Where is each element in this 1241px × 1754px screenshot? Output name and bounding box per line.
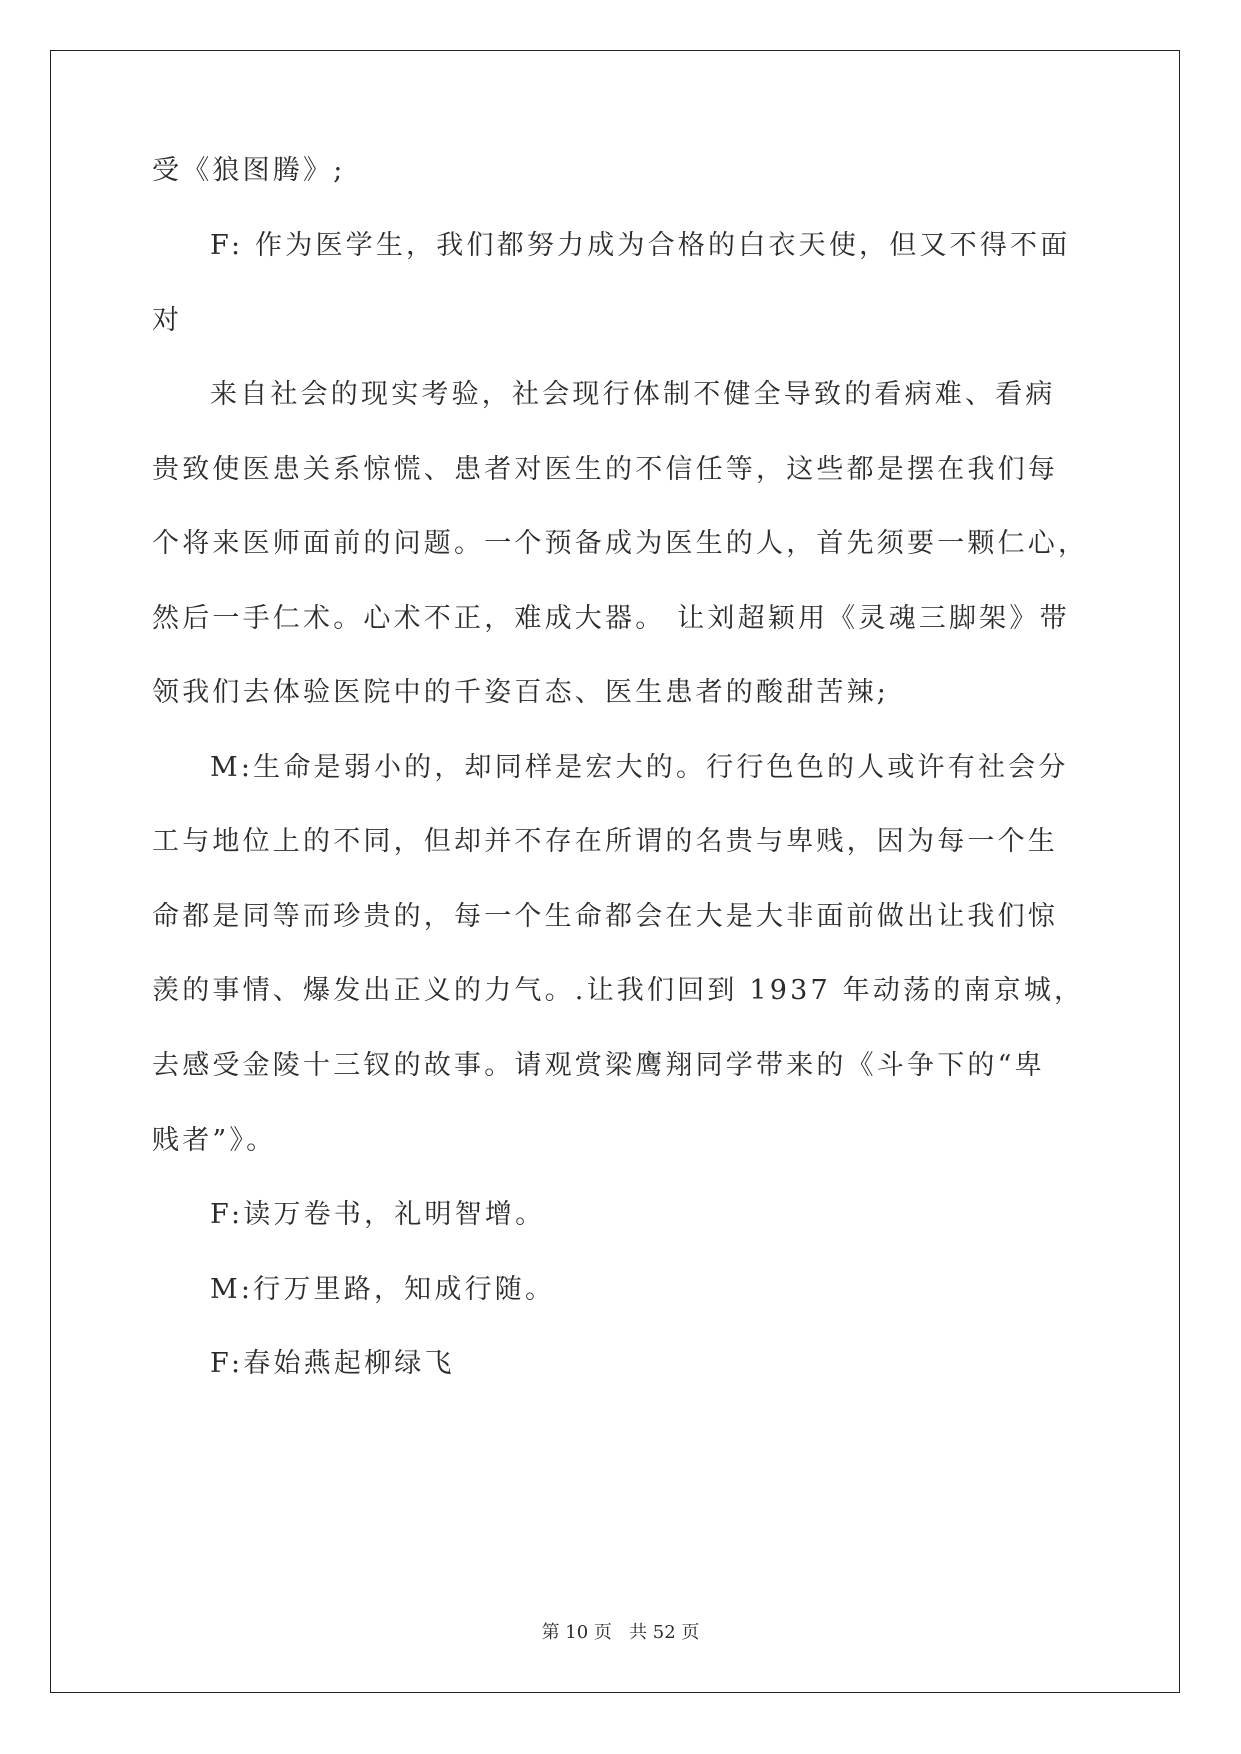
text-line: 受《狼图腾》; bbox=[152, 155, 346, 186]
page-number-footer: 第 10 页 共 52 页 bbox=[541, 1622, 700, 1643]
text-line: 羡的事情、爆发出正义的力气。.让我们回到 1937 年动荡的南京城， bbox=[152, 975, 1085, 1006]
text-line: 命都是同等而珍贵的，每一个生命都会在大是大非面前做出让我们惊 bbox=[152, 901, 1058, 932]
text-line: 对 bbox=[152, 305, 183, 336]
text-line: 然后一手仁术。心术不正，难成大器。 让刘超颖用《灵魂三脚架》带 bbox=[152, 603, 1070, 634]
text-line: M:生命是弱小的，却同样是宏大的。行行色色的人或许有社会分 bbox=[210, 752, 1069, 783]
text-line: 领我们去体验医院中的千姿百态、医生患者的酸甜苦辣; bbox=[152, 677, 890, 708]
text-line: F:春始燕起柳绿飞 bbox=[210, 1348, 455, 1379]
text-line: 贱者”》。 bbox=[152, 1125, 277, 1156]
text-line: 个将来医师面前的问题。一个预备成为医生的人，首先须要一颗仁心， bbox=[152, 528, 1089, 559]
text-line: F:读万卷书，礼明智增。 bbox=[210, 1199, 546, 1230]
text-line: 贵致使医患关系惊慌、患者对医生的不信任等，这些都是摆在我们每 bbox=[152, 454, 1058, 485]
text-line: 去感受金陵十三钗的故事。请观赏梁鹰翔同学带来的《斗争下的“卑 bbox=[152, 1050, 1045, 1081]
page-border bbox=[50, 50, 1180, 1693]
text-line: F: 作为医学生，我们都努力成为合格的白衣天使，但又不得不面 bbox=[210, 230, 1071, 261]
text-line: 工与地位上的不同，但却并不存在所谓的名贵与卑贱，因为每一个生 bbox=[152, 826, 1058, 857]
text-line: M:行万里路，知成行随。 bbox=[210, 1274, 556, 1305]
text-line: 来自社会的现实考验，社会现行体制不健全导致的看病难、看病 bbox=[210, 379, 1056, 410]
